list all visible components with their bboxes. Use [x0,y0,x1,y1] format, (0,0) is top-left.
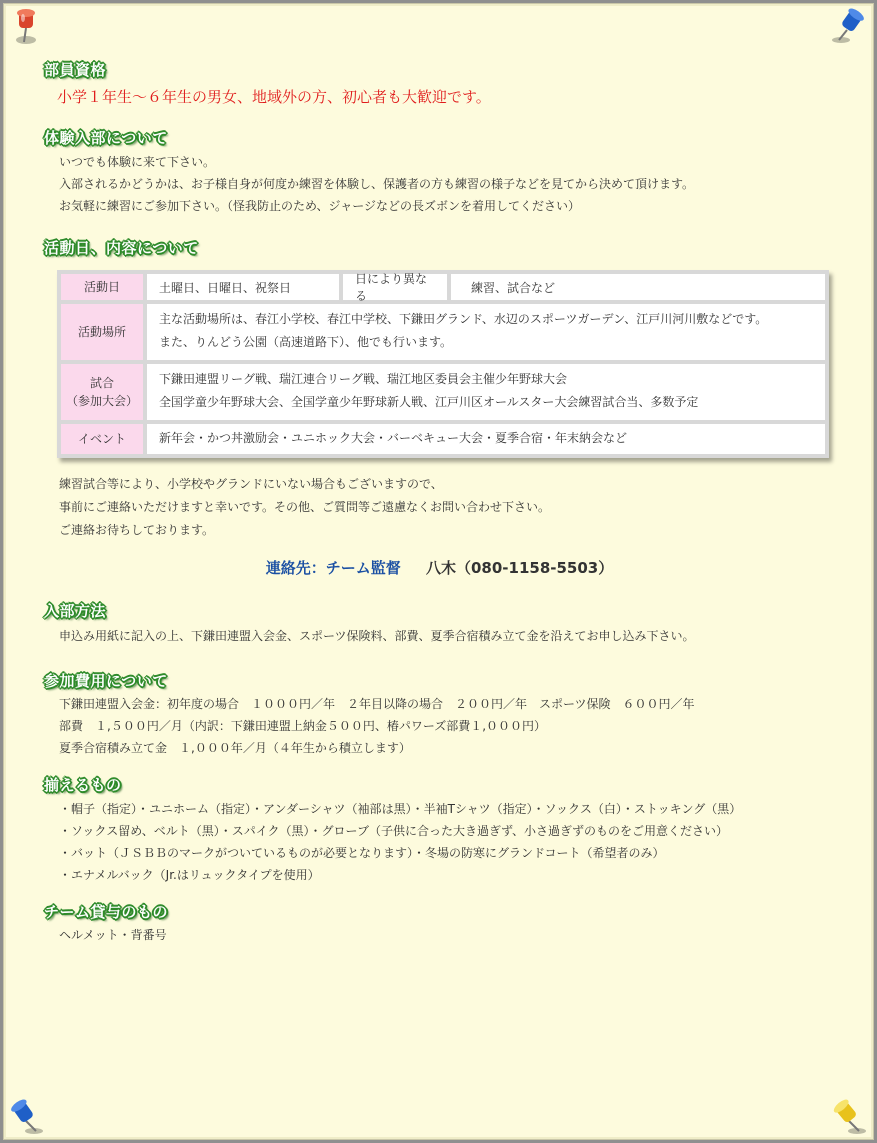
fees-line: 夏季合宿積み立て金 １,０００年／月（４年生から積立します） [59,741,411,755]
row-cell: 土曜日、日曜日、祝祭日 [147,274,343,300]
row-label: イベント [61,424,147,454]
pushpin-icon [829,6,869,46]
activity-note: ご連絡お待ちしております。 [59,523,215,537]
pushpin-icon [829,1097,869,1137]
fees-line: 下鎌田連盟入会金：初年度の場合 １０００円／年 ２年目以降の場合 ２００円／年 スポーツ保険 ６００円／年 [59,697,695,711]
trial-heading: 体験入部について [44,129,168,147]
row-label-main: 試合 [89,376,114,390]
trial-line: お気軽に練習にご参加下さい。（怪我防止のため、ジャージなどの長ズボンを着用してください） [59,199,581,213]
row-line: また、りんどう公園（高速道路下）、他でも行います。 [159,335,453,349]
items-line: ・エナメルバック（Jr.はリュックタイプを使用） [59,868,320,882]
fees-heading: 参加費用について [44,672,168,690]
eligibility-text: 小学１年生〜６年生の男女、地域外の方、初心者も大歓迎です。 [57,88,491,106]
row-cell: 日により異なる [343,274,451,300]
contact-label: 連絡先：チーム監督 [265,559,401,577]
join-heading: 入部方法 [44,602,107,620]
items-line: ・帽子（指定）・ユニホーム（指定）・アンダーシャツ（袖部は黒）・半袖Tシャツ（指定）・ソックス（白）・ストッキング（黒） [59,802,742,816]
activity-heading: 活動日、内容について [44,239,199,257]
items-line: ・バット（ＪＳＢＢのマークがついているものが必要となります）・冬場の防寒にグランドコート（希望者のみ） [59,846,665,860]
items-heading: 揃えるもの [44,776,122,794]
table-row [61,304,825,360]
fees-line: 部費 １,５００円／月（内訳：下鎌田連盟上納金５００円、椿パワーズ部費１,０００円） [59,719,547,733]
table-row [61,424,825,454]
row-line: 主な活動場所は、春江小学校、春江中学校、下鎌田グランド、水辺のスポーツガーデン、江戸川河川敷などです。 [159,312,768,326]
table-row [61,364,825,420]
contact-line [4,557,875,578]
trial-line: 入部されるかどうかは、お子様自身が何度か練習を体験し、保護者の方も練習の様子などを見てから決めて頂けます。 [59,177,695,191]
loan-heading: チーム貸与のもの [44,903,169,921]
row-line: 新年会・かつ丼激励会・ユニホック大会・バーベキュー大会・夏季合宿・年末納会など [159,431,628,445]
row-label-sub: （参加大会） [65,394,138,408]
row-cell: 練習、試合など [471,280,556,295]
pushpin-icon [6,1097,46,1137]
pushpin-icon [6,6,46,46]
row-label: 活動場所 [61,304,147,360]
contact-value: 八木（080-1158-5503） [425,559,614,577]
activity-table [57,270,829,458]
table-row [61,272,825,303]
activity-note: 練習試合等により、小学校やグランドにいない場合もございますので、 [59,477,443,491]
join-text: 申込み用紙に記入の上、下鎌田連盟入会金、スポーツ保険料、部費、夏季合宿積み立て金を沿えてお申し込み下さい。 [59,629,695,643]
eligibility-heading: 部員資格 [44,61,107,79]
loan-text: ヘルメット・背番号 [59,928,167,942]
trial-line: いつでも体験に来て下さい。 [59,155,216,169]
row-label [61,364,147,420]
row-line: 全国学童少年野球大会、全国学童少年野球新人戦、江戸川区オールスター大会練習試合当、多数予定 [159,395,699,409]
bulletin-board [3,3,874,1140]
items-line: ・ソックス留め、ベルト（黒）・スパイク（黒）・グローブ（子供に合った大き過ぎず、小さ過ぎずのものをご用意ください） [59,824,729,838]
activity-note: 事前にご連絡いただけますと幸いです。その他、ご質問等ご遠慮なくお問い合わせ下さい。 [59,500,551,514]
row-label: 活動日 [61,274,147,300]
row-line: 下鎌田連盟リーグ戦、瑞江連合リーグ戦、瑞江地区委員会主催少年野球大会 [159,372,568,386]
